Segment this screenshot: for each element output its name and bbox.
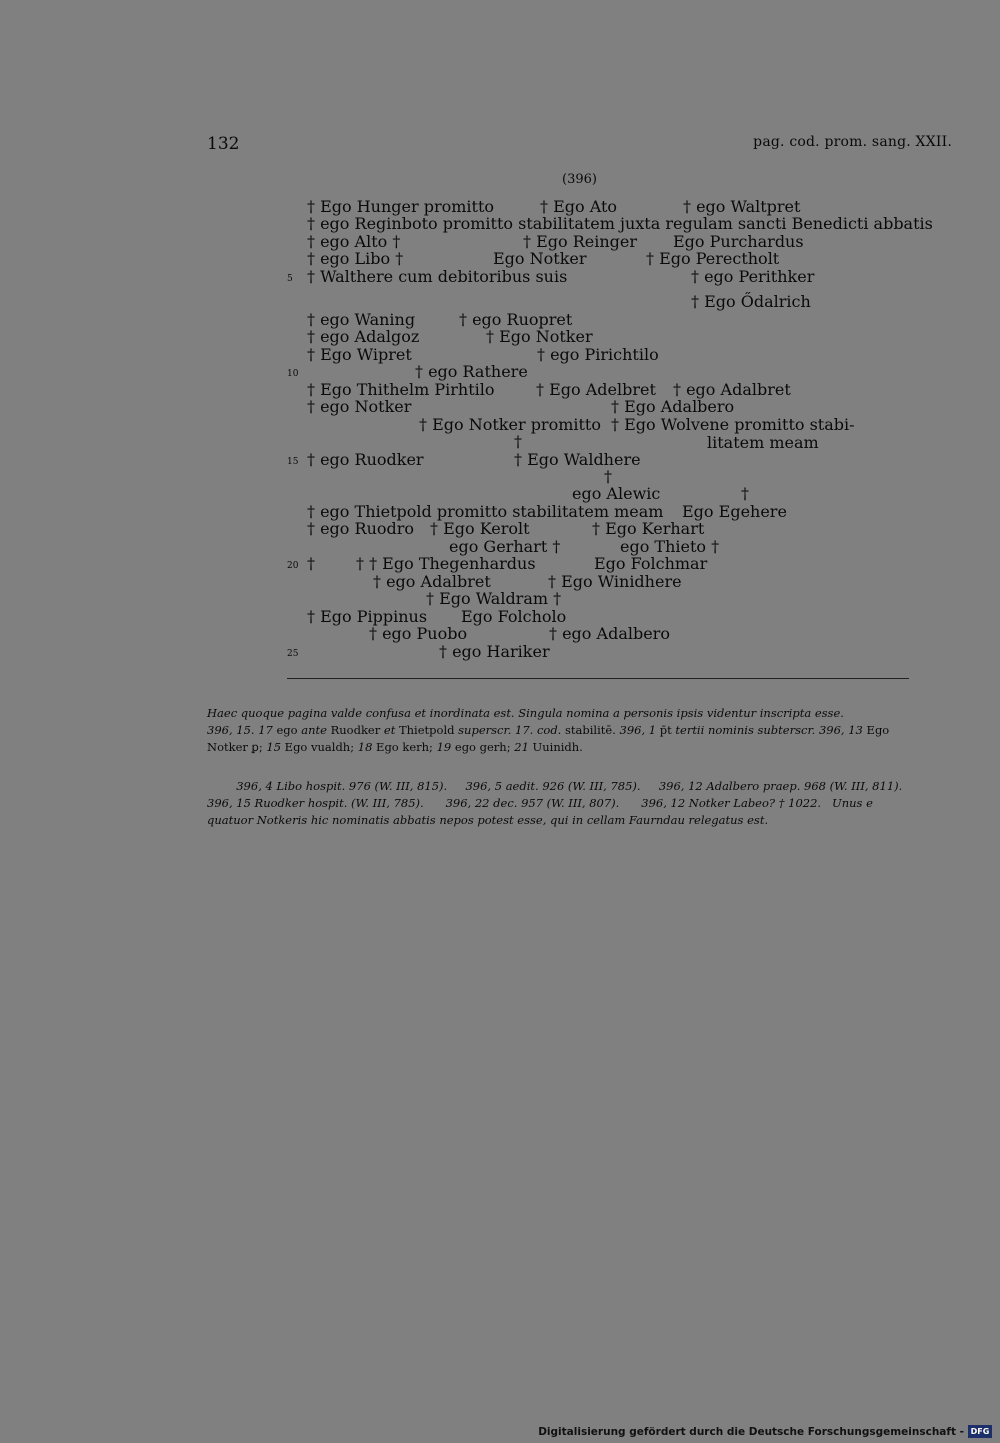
signature-entry: ego Thieto † bbox=[620, 537, 720, 556]
apparatus-line bbox=[207, 722, 955, 739]
signature-entry: † Ego Adelbret bbox=[536, 380, 656, 399]
margin-line-number: 25 bbox=[287, 649, 299, 659]
apparatus-run: 396, 1 bbox=[619, 723, 660, 737]
signature-entry: † Ego Perectholt bbox=[646, 249, 780, 268]
apparatus-run: 15 bbox=[266, 740, 285, 754]
signature-entry: † Ego Ato bbox=[540, 197, 618, 216]
signature-entry: † Ego Waldram † bbox=[426, 589, 562, 608]
signature-entry: † Ego Wipret bbox=[307, 345, 412, 364]
apparatus-line bbox=[207, 739, 955, 756]
signature-entry: † ego Ruodker bbox=[307, 450, 424, 469]
signature-entry: † Ego Kerolt bbox=[430, 519, 530, 538]
apparatus-run: ego gerh; bbox=[454, 740, 515, 754]
signature-entry: † Walthere cum debitoribus suis bbox=[307, 267, 568, 286]
signature-entry: Ego Purchardus bbox=[673, 232, 804, 251]
dfg-logo-icon: DFG bbox=[968, 1425, 992, 1438]
apparatus-run: 18 bbox=[357, 740, 377, 754]
signature-entry: † ego Adalgoz bbox=[307, 327, 420, 346]
signature-entry: ego Alewic bbox=[572, 484, 661, 503]
signature-entry: † ego Notker bbox=[307, 397, 412, 416]
signature-entry: † Ego Thithelm Pirhtilo bbox=[307, 380, 495, 399]
apparatus-line bbox=[207, 705, 955, 722]
running-head: pag. cod. prom. sang. XXII. bbox=[753, 134, 952, 150]
signature-entry: litatem meam bbox=[707, 433, 819, 452]
commentary-line: 396, 15 Ruodker hospit. (W. III, 785). 396, 22 dec. 957 (W. III, 807). 396, 12 Notker Labeo? † 1022. Unus e bbox=[207, 796, 873, 810]
signature-entry: † ego Reginboto promitto stabilitatem juxta regulam sancti Benedicti abbatis bbox=[307, 214, 933, 233]
signature-entry: † Ego Pippinus bbox=[307, 607, 428, 626]
document-number: (396) bbox=[562, 172, 597, 187]
separator-rule bbox=[287, 678, 909, 679]
signature-entry: † ego Ruodro bbox=[307, 519, 415, 538]
signature-entry: Ego Notker bbox=[493, 249, 587, 268]
signature-entry: ego Gerhart † bbox=[449, 537, 561, 556]
commentary-line: 396, 4 Libo hospit. 976 (W. III, 815). 396, 5 aedit. 926 (W. III, 785). 396, 12 Adalbero praep. 968 (W. III, 811). bbox=[207, 779, 903, 793]
margin-line-number: 20 bbox=[287, 561, 299, 571]
apparatus-run: Ego bbox=[866, 723, 890, 737]
signature-entry: † ego Puobo bbox=[369, 624, 468, 643]
apparatus-run: Notker ꝑ; bbox=[207, 740, 267, 754]
margin-line-number: 10 bbox=[287, 369, 299, 379]
signature-entry: † ego Perithker bbox=[691, 267, 815, 286]
signature-entry: Ego Folcholo bbox=[461, 607, 567, 626]
apparatus-run: 19 bbox=[436, 740, 455, 754]
signature-entry: † Ego Notker promitto bbox=[419, 415, 601, 434]
signature-entry: † ego Hariker bbox=[439, 642, 550, 661]
apparatus-run: Ruodker bbox=[330, 723, 384, 737]
page-number: 132 bbox=[207, 134, 240, 154]
signature-entry: † bbox=[604, 467, 612, 486]
signature-entry: † ego Pirichtilo bbox=[537, 345, 659, 364]
signature-entry: † bbox=[514, 432, 522, 451]
signature-entry: † Ego Adalbero bbox=[611, 397, 735, 416]
apparatus-run: 396, 15. 17 bbox=[207, 723, 277, 737]
signature-entry: † bbox=[741, 484, 749, 503]
signature-entry: † ego Adalbret bbox=[673, 380, 791, 399]
signature-entry: † ego Adalbero bbox=[549, 624, 670, 643]
apparatus-run: p̄t bbox=[659, 723, 676, 737]
margin-line-number: 15 bbox=[287, 457, 299, 467]
apparatus-run: tertii nominis subterscr. 396, 13 bbox=[675, 723, 867, 737]
margin-line-number: 5 bbox=[287, 274, 293, 284]
apparatus-run: ego bbox=[276, 723, 302, 737]
apparatus-run: stabilitē. bbox=[565, 723, 620, 737]
apparatus-run: et bbox=[383, 723, 399, 737]
signature-entry: † ego Adalbret bbox=[373, 572, 491, 591]
signature-entry: † Ego Winidhere bbox=[548, 572, 682, 591]
commentary-line: quatuor Notkeris hic nominatis abbatis nepos potest esse, qui in cellam Faurndau relegatus est. bbox=[207, 813, 769, 827]
signature-entry: Ego Egehere bbox=[682, 502, 787, 521]
funding-notice: Digitalisierung gefördert durch die Deutsche Forschungsgemeinschaft - bbox=[538, 1426, 964, 1438]
signature-entry: † ego Libo † bbox=[307, 249, 404, 268]
signature-entry: † Ego Wolvene promitto stabi- bbox=[611, 415, 855, 434]
signature-entry: † † Ego Thegenhardus bbox=[356, 554, 536, 573]
signature-entry: † ego Thietpold promitto stabilitatem meam bbox=[307, 502, 664, 521]
signature-entry: † Ego Hunger promitto bbox=[307, 197, 495, 216]
signature-entry: † Ego Ődalrich bbox=[691, 292, 811, 311]
signature-entry: † ego Ruopret bbox=[459, 310, 573, 329]
signature-entry: † Ego Kerhart bbox=[592, 519, 705, 538]
apparatus-run: Ego vualdh; bbox=[284, 740, 358, 754]
signature-entry: Ego Folchmar bbox=[594, 554, 708, 573]
apparatus-run: Haec quoque pagina valde confusa et inordinata est. Singula nomina a personis ipsis videntur inscripta esse. bbox=[207, 706, 844, 720]
apparatus-run: Uuinidh. bbox=[532, 740, 583, 754]
signature-entry: † Ego Reinger bbox=[523, 232, 638, 251]
signature-entry: † bbox=[307, 554, 315, 573]
signature-entry: † ego Waltpret bbox=[683, 197, 801, 216]
apparatus-run: superscr. 17. cod. bbox=[458, 723, 565, 737]
signature-entry: † Ego Waldhere bbox=[514, 450, 641, 469]
apparatus-run: 21 bbox=[514, 740, 533, 754]
apparatus-run: Thietpold bbox=[398, 723, 459, 737]
signature-entry: † ego Waning bbox=[307, 310, 416, 329]
signature-entry: † ego Rathere bbox=[415, 362, 528, 381]
signature-entry: † Ego Notker bbox=[486, 327, 593, 346]
apparatus-run: ante bbox=[301, 723, 331, 737]
apparatus-run: Ego kerh; bbox=[376, 740, 437, 754]
signature-entry: † ego Alto † bbox=[307, 232, 401, 251]
